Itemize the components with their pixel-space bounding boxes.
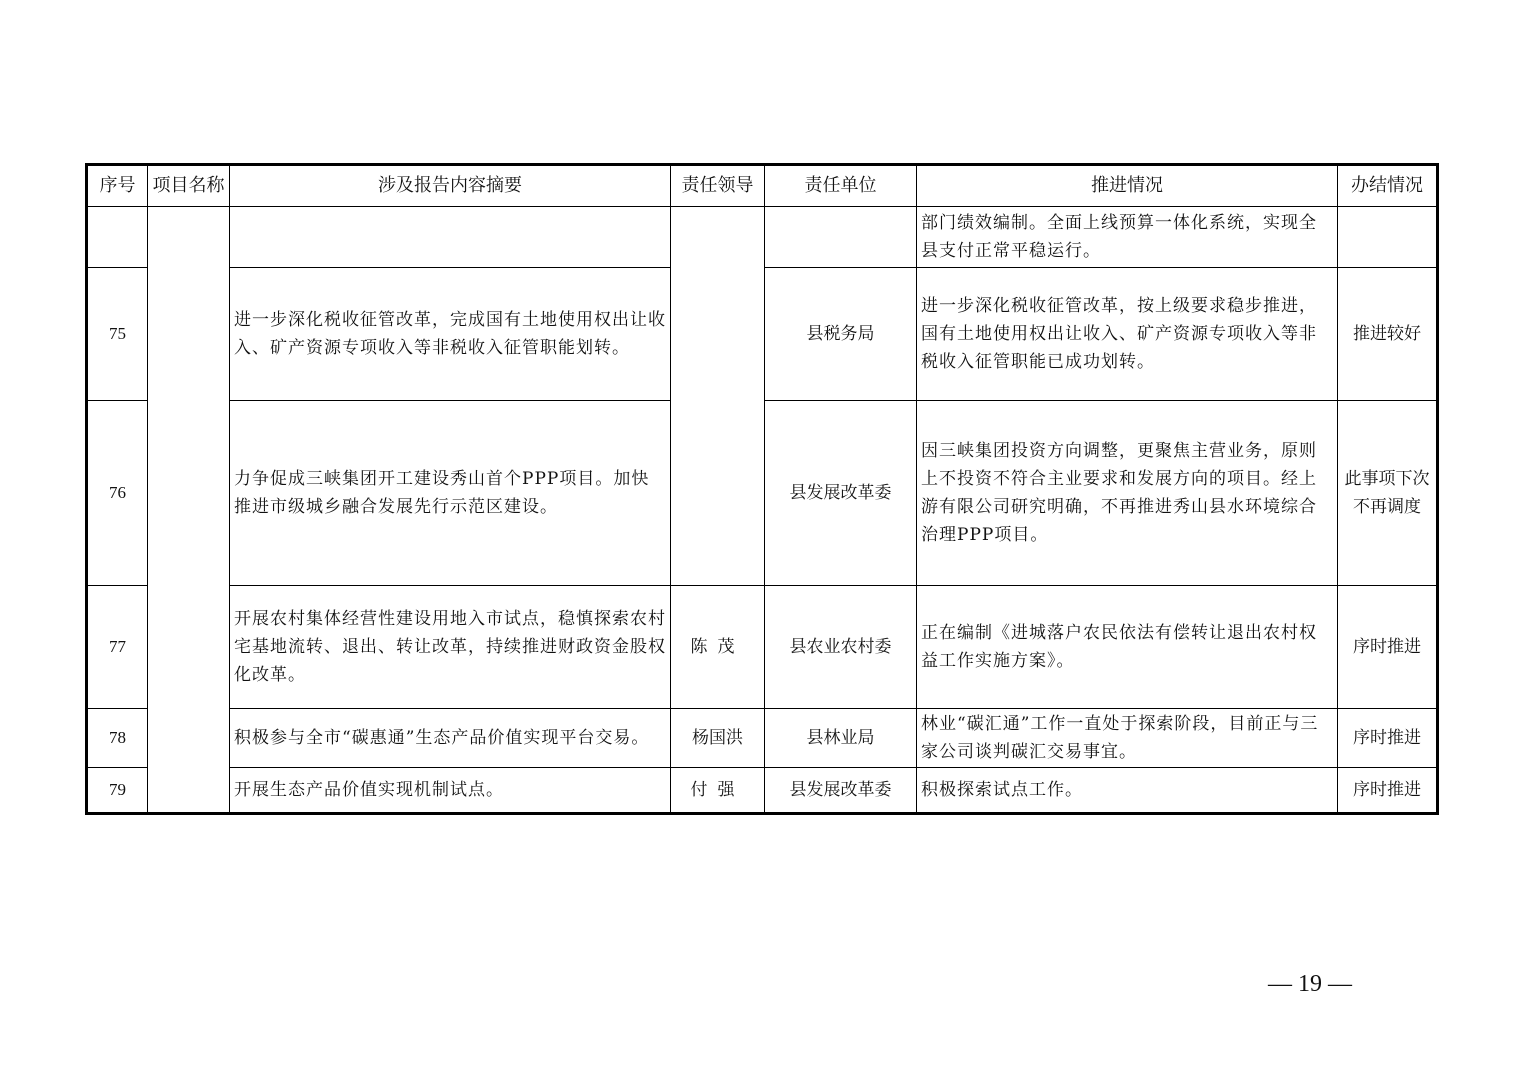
cell-project-name-merged	[148, 207, 230, 814]
cell-progress: 积极探索试点工作。	[917, 768, 1338, 814]
cell-leader: 付强	[671, 768, 765, 814]
cell-unit: 县发展改革委	[765, 401, 917, 586]
header-index: 序号	[87, 165, 148, 207]
cell-index: 78	[87, 709, 148, 768]
cell-index: 76	[87, 401, 148, 586]
cell-leader-merged	[671, 207, 765, 586]
header-status: 办结情况	[1338, 165, 1438, 207]
cell-status: 推进较好	[1338, 268, 1438, 401]
cell-index: 75	[87, 268, 148, 401]
cell-index: 77	[87, 586, 148, 709]
cell-status: 序时推进	[1338, 709, 1438, 768]
cell-progress: 林业“碳汇通”工作一直处于探索阶段，目前正与三家公司谈判碳汇交易事宜。	[917, 709, 1338, 768]
cell-unit: 县林业局	[765, 709, 917, 768]
header-unit: 责任单位	[765, 165, 917, 207]
header-progress: 推进情况	[917, 165, 1338, 207]
cell-unit: 县农业农村委	[765, 586, 917, 709]
cell-unit: 县税务局	[765, 268, 917, 401]
report-table	[85, 163, 1439, 815]
cell-status	[1338, 207, 1438, 268]
cell-summary: 开展农村集体经营性建设用地入市试点，稳慎探索农村宅基地流转、退出、转让改革，持续推进财政资金股权化改革。	[230, 586, 671, 709]
cell-summary: 开展生态产品价值实现机制试点。	[230, 768, 671, 814]
table-row-continuation	[87, 207, 1438, 268]
cell-progress: 部门绩效编制。全面上线预算一体化系统，实现全县支付正常平稳运行。	[917, 207, 1338, 268]
header-leader: 责任领导	[671, 165, 765, 207]
cell-index: 79	[87, 768, 148, 814]
header-project-name: 项目名称	[148, 165, 230, 207]
cell-leader: 杨国洪	[671, 709, 765, 768]
cell-leader: 陈茂	[671, 586, 765, 709]
cell-index	[87, 207, 148, 268]
cell-summary: 进一步深化税收征管改革，完成国有土地使用权出让收入、矿产资源专项收入等非税收入征管职能划转。	[230, 268, 671, 401]
table-row	[87, 586, 1438, 709]
cell-unit: 县发展改革委	[765, 768, 917, 814]
cell-summary: 积极参与全市“碳惠通”生态产品价值实现平台交易。	[230, 709, 671, 768]
table-row	[87, 768, 1438, 814]
cell-unit	[765, 207, 917, 268]
cell-progress: 进一步深化税收征管改革，按上级要求稳步推进，国有土地使用权出让收入、矿产资源专项收入等非税收入征管职能已成功划转。	[917, 268, 1338, 401]
cell-summary: 力争促成三峡集团开工建设秀山首个PPP项目。加快推进市级城乡融合发展先行示范区建设。	[230, 401, 671, 586]
page-number: — 19 —	[1268, 971, 1352, 997]
cell-summary	[230, 207, 671, 268]
cell-progress: 正在编制《进城落户农民依法有偿转让退出农村权益工作实施方案》。	[917, 586, 1338, 709]
cell-status: 此事项下次不再调度	[1338, 401, 1438, 586]
cell-progress: 因三峡集团投资方向调整，更聚焦主营业务，原则上不投资不符合主业要求和发展方向的项目。经上游有限公司研究明确，不再推进秀山县水环境综合治理PPP项目。	[917, 401, 1338, 586]
cell-status: 序时推进	[1338, 586, 1438, 709]
cell-status: 序时推进	[1338, 768, 1438, 814]
header-summary: 涉及报告内容摘要	[230, 165, 671, 207]
header-row	[87, 165, 1438, 207]
table-row	[87, 709, 1438, 768]
